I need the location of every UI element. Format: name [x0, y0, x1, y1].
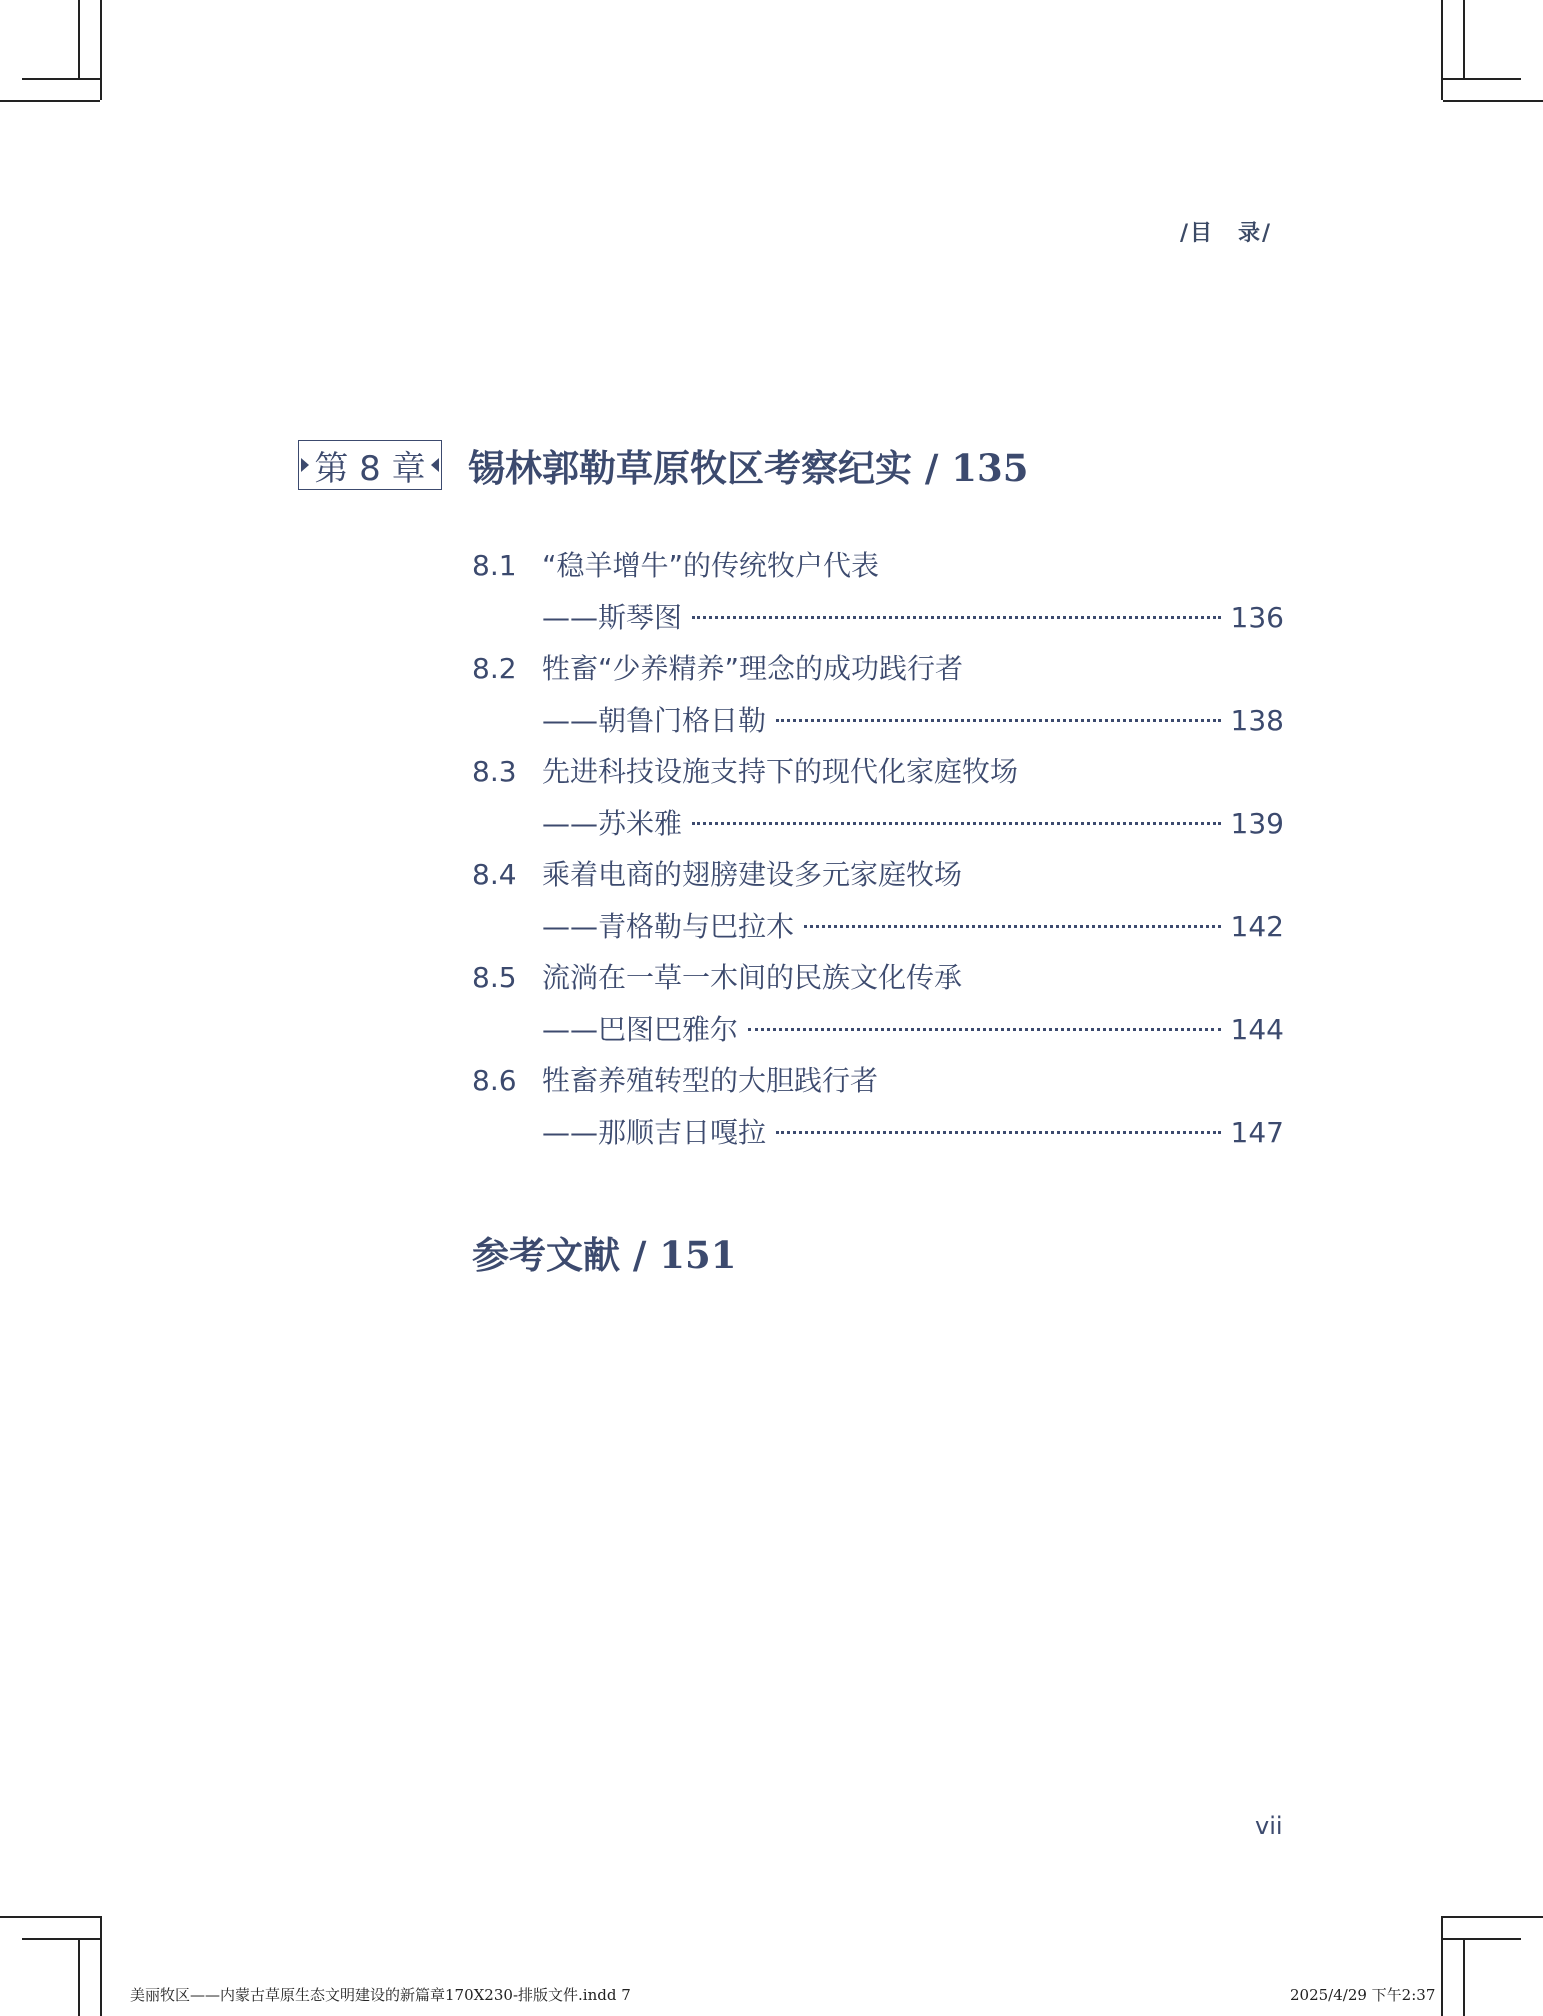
toc-entry[interactable] [472, 1055, 1284, 1158]
crop-mark [1441, 1916, 1443, 2016]
dot-leader [776, 719, 1221, 722]
section-number: 8.4 [472, 858, 517, 891]
footer-timestamp: 2025/4/29 下午2:37 [1290, 1986, 1436, 2004]
chapter-heading[interactable] [298, 438, 1029, 492]
dot-leader [692, 822, 1221, 825]
section-title: 乘着电商的翅膀建设多元家庭牧场 [542, 858, 963, 891]
crop-mark [0, 100, 100, 102]
dot-leader [748, 1028, 1221, 1031]
section-number: 8.3 [472, 755, 517, 788]
section-page: 142 [1230, 910, 1284, 943]
section-person: ——那顺吉日嘎拉 [542, 1116, 767, 1149]
crop-mark [78, 0, 80, 78]
section-page: 147 [1230, 1116, 1284, 1149]
section-person: ——斯琴图 [542, 601, 683, 634]
running-header: /目 录/ [1180, 220, 1273, 246]
crop-mark [100, 0, 102, 100]
toc-entry[interactable] [472, 746, 1284, 849]
crop-mark [1441, 0, 1443, 100]
section-title: 流淌在一草一木间的民族文化传承 [542, 961, 963, 994]
section-title: “稳羊增牛”的传统牧户代表 [542, 549, 880, 582]
triangle-right-icon [301, 458, 309, 472]
footer-file-info: 美丽牧区——内蒙古草原生态文明建设的新篇章170X230-排版文件.indd 7 [130, 1986, 631, 2004]
crop-mark [1443, 78, 1521, 80]
page-number: vii [1255, 1812, 1283, 1840]
crop-mark [1443, 1916, 1543, 1918]
toc-entry[interactable] [472, 643, 1284, 746]
crop-mark [1443, 1938, 1521, 1940]
toc-entry[interactable] [472, 540, 1284, 643]
crop-mark [22, 1938, 100, 1940]
crop-mark [0, 1916, 100, 1918]
crop-mark [1463, 1938, 1465, 2016]
section-page: 139 [1230, 807, 1284, 840]
section-number: 8.1 [472, 549, 517, 582]
table-of-contents [472, 540, 1284, 1158]
references-heading[interactable]: 参考文献 / 151 [472, 1233, 737, 1277]
section-person: ——青格勒与巴拉木 [542, 910, 795, 943]
section-person: ——巴图巴雅尔 [542, 1013, 739, 1046]
section-title: 牲畜“少养精养”理念的成功践行者 [542, 652, 964, 685]
dot-leader [776, 1131, 1221, 1134]
dot-leader [692, 616, 1221, 619]
chapter-label: 第 8 章 [314, 448, 426, 489]
section-page: 144 [1230, 1013, 1284, 1046]
section-person: ——苏米雅 [542, 807, 683, 840]
crop-mark [1463, 0, 1465, 78]
triangle-left-icon [431, 458, 439, 472]
chapter-title: 锡林郭勒草原牧区考察纪实 / 135 [468, 446, 1029, 490]
section-title: 先进科技设施支持下的现代化家庭牧场 [542, 755, 1019, 788]
toc-entry[interactable] [472, 849, 1284, 952]
crop-mark [78, 1938, 80, 2016]
section-page: 138 [1230, 704, 1284, 737]
chapter-label-box [298, 440, 442, 490]
section-title: 牲畜养殖转型的大胆践行者 [542, 1064, 879, 1097]
crop-mark [22, 78, 100, 80]
section-number: 8.2 [472, 652, 517, 685]
crop-mark [100, 1916, 102, 2016]
dot-leader [804, 925, 1221, 928]
crop-mark [1443, 100, 1543, 102]
section-number: 8.6 [472, 1064, 517, 1097]
section-page: 136 [1230, 601, 1284, 634]
section-person: ——朝鲁门格日勒 [542, 704, 767, 737]
toc-entry[interactable] [472, 952, 1284, 1055]
section-number: 8.5 [472, 961, 517, 994]
